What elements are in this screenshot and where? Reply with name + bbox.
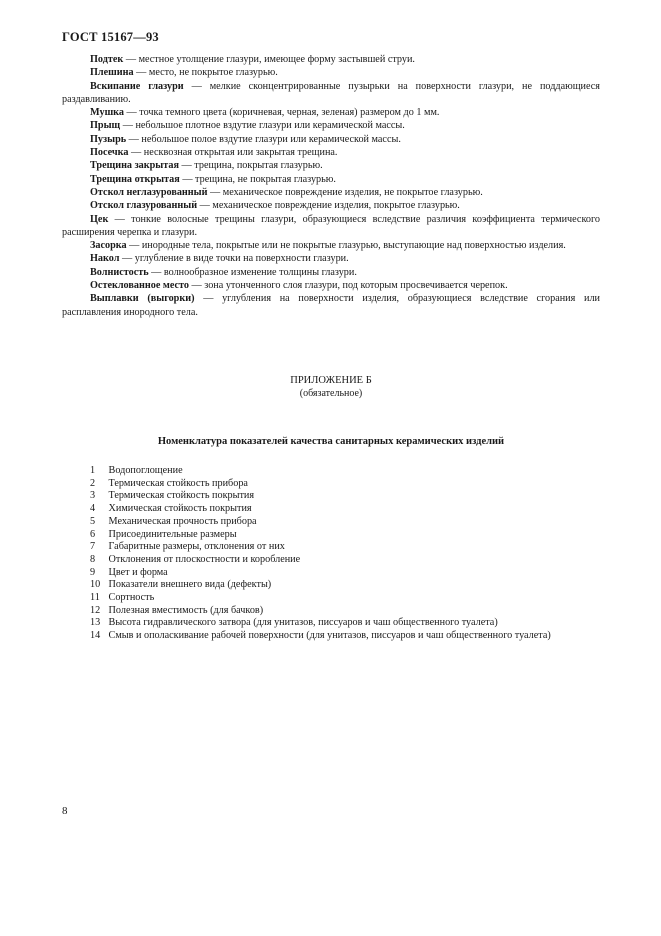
item-text: Химическая стойкость покрытия xyxy=(108,503,252,515)
definition-term: Подтек xyxy=(90,54,124,65)
definition-item xyxy=(62,66,600,79)
definition-term: Остеклованное место xyxy=(90,280,189,292)
definition-text: — место, не покрытое глазурью. xyxy=(133,67,278,79)
annex-heading xyxy=(62,374,600,400)
item-text: Термическая стойкость прибора xyxy=(108,477,248,489)
list-item xyxy=(90,617,650,630)
definition-item xyxy=(62,173,600,186)
list-item xyxy=(90,630,650,643)
definition-term: Плешина xyxy=(90,67,134,79)
item-number: 8 xyxy=(90,553,96,565)
definition-item xyxy=(62,133,600,146)
list-item xyxy=(90,490,650,503)
definition-term: Цек xyxy=(90,213,109,225)
definition-text: — небольшое плотное вздутие глазури или керамической массы. xyxy=(120,120,405,132)
definition-item xyxy=(62,159,600,172)
definition-item xyxy=(62,53,600,66)
definition-item xyxy=(62,146,600,159)
definition-item xyxy=(62,213,600,240)
item-number: 11 xyxy=(90,592,100,604)
item-number: 9 xyxy=(90,566,96,578)
nomenclature-title: Номенклатура показателей качества санитарных керамических изделий xyxy=(157,436,505,447)
list-item xyxy=(90,465,650,478)
definition-term: Прыщ xyxy=(90,120,121,132)
list-item xyxy=(90,503,650,516)
definition-text: — мелкие сконцентрированные пузырьки на поверхности глазури, не поддающиеся раздавливанию. xyxy=(62,80,600,105)
definitions-list xyxy=(62,53,600,319)
annex-title: ПРИЛОЖЕНИЕ Б xyxy=(290,375,372,386)
item-number: 12 xyxy=(90,604,101,616)
item-text: Сортность xyxy=(108,592,155,604)
definition-item xyxy=(62,106,600,119)
item-number: 4 xyxy=(90,503,96,515)
list-item xyxy=(90,605,650,618)
definition-term: Выплавки (выгорки) xyxy=(90,293,195,305)
definition-text: — небольшое полое вздутие глазури или керамической массы. xyxy=(126,133,401,145)
definition-text: — механическое повреждение изделия, не покрытое глазурью. xyxy=(207,186,483,198)
definition-item xyxy=(62,199,600,212)
item-text: Термическая стойкость покрытия xyxy=(108,490,255,502)
list-item xyxy=(90,516,650,529)
definition-term: Засорка xyxy=(90,240,127,252)
item-number: 3 xyxy=(90,490,96,502)
list-item xyxy=(90,554,650,567)
item-text: Водопоглощение xyxy=(108,465,183,476)
definition-item xyxy=(62,186,600,199)
item-number: 13 xyxy=(90,617,101,629)
definition-text: — инородные тела, покрытые или не покрытые глазурью, выступающие над поверхностью изделия. xyxy=(126,240,566,252)
list-item xyxy=(90,592,650,605)
nomenclature-list xyxy=(90,465,650,643)
list-item xyxy=(90,567,650,580)
definition-item xyxy=(62,292,600,319)
definition-term: Трещина закрытая xyxy=(90,160,179,172)
item-text: Цвет и форма xyxy=(108,566,168,578)
list-item xyxy=(90,579,650,592)
definition-term: Посечка xyxy=(90,147,129,159)
definition-text: — зона утонченного слоя глазури, под которым просвечивается черепок. xyxy=(188,280,508,292)
item-text: Присоединительные размеры xyxy=(108,528,237,540)
list-item xyxy=(90,478,650,491)
item-number: 2 xyxy=(90,477,96,489)
item-text: Механическая прочность прибора xyxy=(108,515,257,527)
item-number: 10 xyxy=(90,579,101,591)
page-number: 8 xyxy=(62,805,68,817)
definition-item xyxy=(62,252,600,265)
item-number: 5 xyxy=(90,515,96,527)
definition-text: — местное утолщение глазури, имеющее форму застывшей струи. xyxy=(123,54,415,65)
item-number: 7 xyxy=(90,541,96,553)
definition-text: — механическое повреждение изделия, покрытое глазурью. xyxy=(197,200,460,212)
item-number: 14 xyxy=(90,630,101,642)
item-text: Отклонения от плоскостности и коробление xyxy=(108,553,301,565)
list-item xyxy=(90,529,650,542)
definition-term: Накол xyxy=(90,253,120,265)
definition-term: Отскол неглазурованный xyxy=(90,186,208,198)
definition-item xyxy=(62,239,600,252)
definition-text: — тонкие волосные трещины глазури, образующиеся вследствие различия коэффициента термического расширения черепка и глазури. xyxy=(62,213,600,238)
definition-term: Мушка xyxy=(90,107,124,119)
definition-term: Пузырь xyxy=(90,133,127,145)
item-text: Полезная вместимость (для бачков) xyxy=(108,604,264,616)
definition-text: — углубление в виде точки на поверхности глазури. xyxy=(119,253,349,265)
definition-text: — точка темного цвета (коричневая, черная, зеленая) размером до 1 мм. xyxy=(124,107,440,119)
definition-item xyxy=(62,266,600,279)
annex-subtitle: (обязательное) xyxy=(299,388,363,399)
definition-term: Волнистость xyxy=(90,266,149,278)
definition-term: Вскипание глазури xyxy=(90,80,184,92)
item-text: Смыв и ополаскивание рабочей поверхности (для унитазов, писсуаров и чаш общественного туалета) xyxy=(108,630,551,642)
definition-text: — углубления на поверхности изделия, образующиеся вследствие сгорания или расплавления инородного тела. xyxy=(62,293,600,318)
definition-term: Отскол глазурованный xyxy=(90,200,198,212)
definition-text: — трещина, покрытая глазурью. xyxy=(179,160,323,172)
definition-text: — волнообразное изменение толщины глазури. xyxy=(148,266,357,278)
item-text: Показатели внешнего вида (дефекты) xyxy=(108,579,272,591)
item-text: Габаритные размеры, отклонения от них xyxy=(108,541,285,553)
definition-item xyxy=(62,80,600,107)
definition-term: Трещина открытая xyxy=(90,173,180,185)
definition-text: — несквозная открытая или закрытая трещина. xyxy=(128,147,338,159)
document-header: ГОСТ 15167—93 xyxy=(62,30,159,44)
item-number: 1 xyxy=(90,465,96,476)
item-text: Высота гидравлического затвора (для унитазов, писсуаров и чаш общественного туалета) xyxy=(108,617,498,629)
definition-item xyxy=(62,279,600,292)
definition-text: — трещина, не покрытая глазурью. xyxy=(179,173,336,185)
item-number: 6 xyxy=(90,528,96,540)
list-item xyxy=(90,541,650,554)
definition-item xyxy=(62,119,600,132)
